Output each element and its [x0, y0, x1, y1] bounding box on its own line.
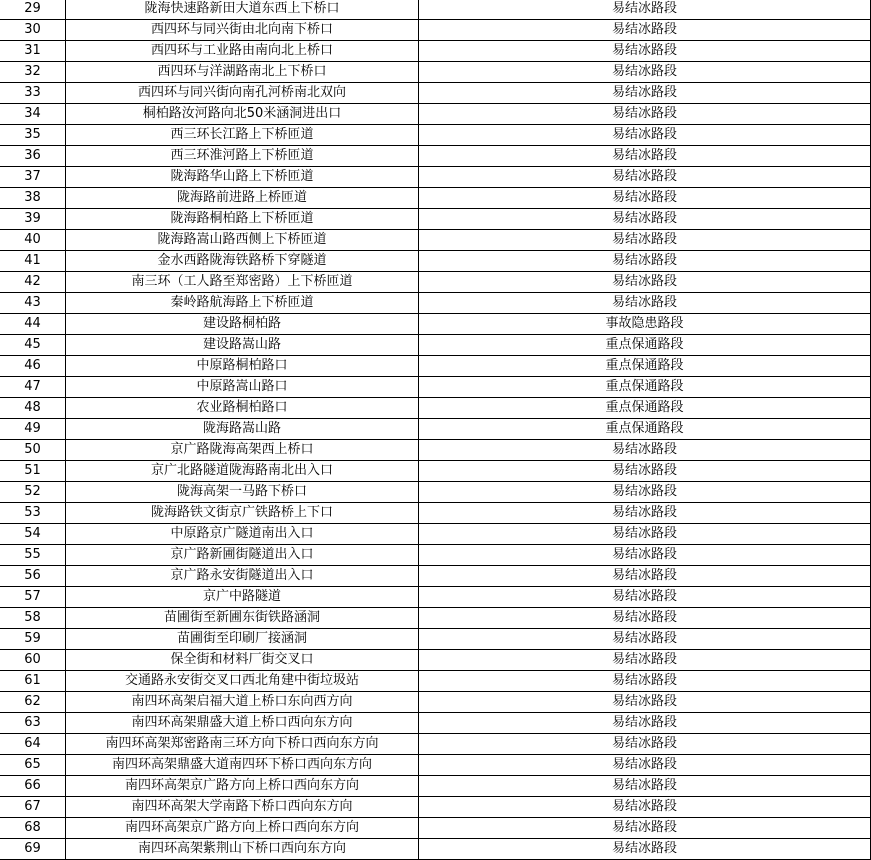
section-type-cell: 易结冰路段	[419, 650, 871, 671]
location-cell: 陇海高架一马路下桥口	[66, 482, 419, 503]
row-number-cell: 60	[0, 650, 66, 671]
section-type-cell: 易结冰路段	[419, 839, 871, 860]
row-number-cell: 45	[0, 335, 66, 356]
row-number-cell: 41	[0, 251, 66, 272]
row-number-cell: 58	[0, 608, 66, 629]
section-type-cell: 易结冰路段	[419, 629, 871, 650]
location-cell: 南四环高架京广路方向上桥口西向东方向	[66, 776, 419, 797]
location-cell: 陇海路嵩山路	[66, 419, 419, 440]
table-row	[0, 335, 871, 356]
location-cell: 南三环（工人路至郑密路）上下桥匝道	[66, 272, 419, 293]
row-number-cell: 30	[0, 20, 66, 41]
table-row	[0, 314, 871, 335]
section-type-cell: 易结冰路段	[419, 755, 871, 776]
location-cell: 桐柏路汝河路向北50米涵洞进出口	[66, 104, 419, 125]
table-row	[0, 566, 871, 587]
table-row	[0, 524, 871, 545]
section-type-cell: 易结冰路段	[419, 566, 871, 587]
table-row	[0, 650, 871, 671]
section-type-cell: 易结冰路段	[419, 734, 871, 755]
table-row	[0, 713, 871, 734]
section-type-cell: 易结冰路段	[419, 503, 871, 524]
location-cell: 京广路陇海高架西上桥口	[66, 440, 419, 461]
table-row	[0, 629, 871, 650]
location-cell: 苗圃街至新圃东街铁路涵洞	[66, 608, 419, 629]
section-type-cell: 易结冰路段	[419, 209, 871, 230]
location-cell: 西四环与同兴街由北向南下桥口	[66, 20, 419, 41]
location-cell: 南四环高架鼎盛大道上桥口西向东方向	[66, 713, 419, 734]
table-row	[0, 0, 871, 20]
section-type-cell: 重点保通路段	[419, 398, 871, 419]
section-type-cell: 易结冰路段	[419, 671, 871, 692]
table-row	[0, 293, 871, 314]
section-type-cell: 易结冰路段	[419, 293, 871, 314]
location-cell: 农业路桐柏路口	[66, 398, 419, 419]
section-type-cell: 易结冰路段	[419, 83, 871, 104]
table-row	[0, 608, 871, 629]
location-cell: 陇海路铁文街京广铁路桥上下口	[66, 503, 419, 524]
row-number-cell: 38	[0, 188, 66, 209]
section-type-cell: 易结冰路段	[419, 62, 871, 83]
table-row	[0, 41, 871, 62]
location-cell: 南四环高架启福大道上桥口东向西方向	[66, 692, 419, 713]
table-row	[0, 356, 871, 377]
row-number-cell: 44	[0, 314, 66, 335]
location-cell: 陇海路前进路上桥匝道	[66, 188, 419, 209]
table-row	[0, 251, 871, 272]
location-cell: 陇海路桐柏路上下桥匝道	[66, 209, 419, 230]
location-cell: 南四环高架郑密路南三环方向下桥口西向东方向	[66, 734, 419, 755]
section-type-cell: 易结冰路段	[419, 188, 871, 209]
table-row	[0, 545, 871, 566]
section-type-cell: 易结冰路段	[419, 797, 871, 818]
row-number-cell: 32	[0, 62, 66, 83]
location-cell: 京广北路隧道陇海路南北出入口	[66, 461, 419, 482]
section-type-cell: 易结冰路段	[419, 272, 871, 293]
table-row	[0, 461, 871, 482]
location-cell: 秦岭路航海路上下桥匝道	[66, 293, 419, 314]
table-row	[0, 125, 871, 146]
section-type-cell: 易结冰路段	[419, 251, 871, 272]
row-number-cell: 62	[0, 692, 66, 713]
row-number-cell: 39	[0, 209, 66, 230]
row-number-cell: 55	[0, 545, 66, 566]
table-row	[0, 146, 871, 167]
location-cell: 南四环高架京广路方向上桥口西向东方向	[66, 818, 419, 839]
row-number-cell: 43	[0, 293, 66, 314]
section-type-cell: 易结冰路段	[419, 41, 871, 62]
section-type-cell: 易结冰路段	[419, 0, 871, 20]
row-number-cell: 42	[0, 272, 66, 293]
location-cell: 西三环淮河路上下桥匝道	[66, 146, 419, 167]
location-cell: 京广路新圃街隧道出入口	[66, 545, 419, 566]
row-number-cell: 68	[0, 818, 66, 839]
location-cell: 建设路嵩山路	[66, 335, 419, 356]
row-number-cell: 46	[0, 356, 66, 377]
location-cell: 建设路桐柏路	[66, 314, 419, 335]
table-row	[0, 167, 871, 188]
section-type-cell: 重点保通路段	[419, 377, 871, 398]
section-type-cell: 事故隐患路段	[419, 314, 871, 335]
location-cell: 陇海路华山路上下桥匝道	[66, 167, 419, 188]
section-type-cell: 易结冰路段	[419, 776, 871, 797]
row-number-cell: 31	[0, 41, 66, 62]
table-row	[0, 188, 871, 209]
row-number-cell: 50	[0, 440, 66, 461]
section-type-cell: 易结冰路段	[419, 230, 871, 251]
section-type-cell: 易结冰路段	[419, 104, 871, 125]
row-number-cell: 33	[0, 83, 66, 104]
location-cell: 南四环高架鼎盛大道南四环下桥口西向东方向	[66, 755, 419, 776]
section-type-cell: 重点保通路段	[419, 356, 871, 377]
table-row	[0, 272, 871, 293]
location-cell: 中原路嵩山路口	[66, 377, 419, 398]
row-number-cell: 54	[0, 524, 66, 545]
section-type-cell: 易结冰路段	[419, 125, 871, 146]
section-type-cell: 易结冰路段	[419, 713, 871, 734]
row-number-cell: 56	[0, 566, 66, 587]
row-number-cell: 29	[0, 0, 66, 20]
row-number-cell: 64	[0, 734, 66, 755]
location-cell: 中原路京广隧道南出入口	[66, 524, 419, 545]
table-row	[0, 83, 871, 104]
section-type-cell: 易结冰路段	[419, 20, 871, 41]
table-row	[0, 209, 871, 230]
row-number-cell: 34	[0, 104, 66, 125]
section-type-cell: 易结冰路段	[419, 608, 871, 629]
section-type-cell: 易结冰路段	[419, 440, 871, 461]
location-cell: 陇海快速路新田大道东西上下桥口	[66, 0, 419, 20]
table-row	[0, 755, 871, 776]
section-type-cell: 易结冰路段	[419, 587, 871, 608]
table-row	[0, 377, 871, 398]
section-type-cell: 重点保通路段	[419, 419, 871, 440]
location-cell: 西四环与同兴街向南孔河桥南北双向	[66, 83, 419, 104]
location-cell: 金水西路陇海铁路桥下穿隧道	[66, 251, 419, 272]
row-number-cell: 67	[0, 797, 66, 818]
location-cell: 陇海路嵩山路西侧上下桥匝道	[66, 230, 419, 251]
table-row	[0, 419, 871, 440]
location-cell: 西三环长江路上下桥匝道	[66, 125, 419, 146]
location-cell: 南四环高架大学南路下桥口西向东方向	[66, 797, 419, 818]
row-number-cell: 65	[0, 755, 66, 776]
section-type-cell: 重点保通路段	[419, 335, 871, 356]
row-number-cell: 47	[0, 377, 66, 398]
location-cell: 中原路桐柏路口	[66, 356, 419, 377]
row-number-cell: 40	[0, 230, 66, 251]
table-row	[0, 104, 871, 125]
table-row	[0, 587, 871, 608]
table-row	[0, 20, 871, 41]
location-cell: 京广路永安街隧道出入口	[66, 566, 419, 587]
section-type-cell: 易结冰路段	[419, 524, 871, 545]
section-type-cell: 易结冰路段	[419, 818, 871, 839]
row-number-cell: 53	[0, 503, 66, 524]
table-row	[0, 734, 871, 755]
section-type-cell: 易结冰路段	[419, 545, 871, 566]
section-type-cell: 易结冰路段	[419, 146, 871, 167]
section-type-cell: 易结冰路段	[419, 482, 871, 503]
table-row	[0, 503, 871, 524]
row-number-cell: 36	[0, 146, 66, 167]
table-row	[0, 839, 871, 860]
table-row	[0, 797, 871, 818]
row-number-cell: 61	[0, 671, 66, 692]
row-number-cell: 37	[0, 167, 66, 188]
row-number-cell: 52	[0, 482, 66, 503]
section-type-cell: 易结冰路段	[419, 461, 871, 482]
table-row	[0, 776, 871, 797]
row-number-cell: 35	[0, 125, 66, 146]
location-cell: 京广中路隧道	[66, 587, 419, 608]
row-number-cell: 66	[0, 776, 66, 797]
table-row	[0, 671, 871, 692]
table-row	[0, 692, 871, 713]
row-number-cell: 63	[0, 713, 66, 734]
row-number-cell: 57	[0, 587, 66, 608]
row-number-cell: 49	[0, 419, 66, 440]
location-cell: 保全街和材料厂街交叉口	[66, 650, 419, 671]
location-cell: 西四环与洋湖路南北上下桥口	[66, 62, 419, 83]
table-row	[0, 230, 871, 251]
section-type-cell: 易结冰路段	[419, 167, 871, 188]
location-cell: 西四环与工业路由南向北上桥口	[66, 41, 419, 62]
table-row	[0, 398, 871, 419]
row-number-cell: 51	[0, 461, 66, 482]
table-row	[0, 482, 871, 503]
location-cell: 南四环高架紫荆山下桥口西向东方向	[66, 839, 419, 860]
row-number-cell: 48	[0, 398, 66, 419]
table-row	[0, 62, 871, 83]
location-cell: 苗圃街至印刷厂接涵洞	[66, 629, 419, 650]
row-number-cell: 69	[0, 839, 66, 860]
section-type-cell: 易结冰路段	[419, 692, 871, 713]
row-number-cell: 59	[0, 629, 66, 650]
table-row	[0, 440, 871, 461]
location-cell: 交通路永安街交叉口西北角建中街垃圾站	[66, 671, 419, 692]
table-row	[0, 818, 871, 839]
